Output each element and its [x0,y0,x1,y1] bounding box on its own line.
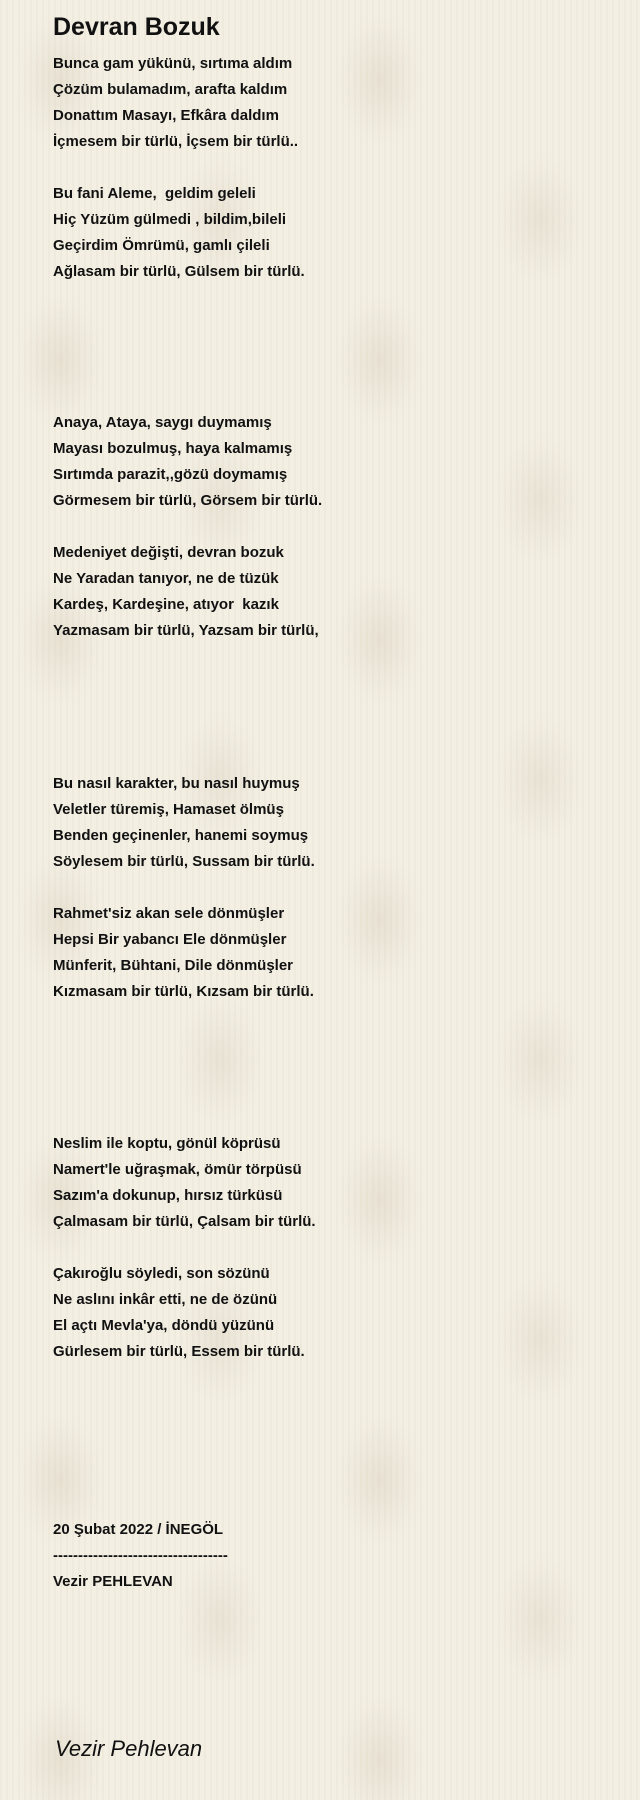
stanza [53,1261,305,1365]
poem-line: Görmesem bir türlü, Görsem bir türlü. [53,492,323,509]
poem-line: Bunca gam yükünü, sırtıma aldım [53,55,293,72]
poem-line: Bu fani Aleme, geldim geleli [53,185,256,202]
poem-title: Devran Bozuk [53,13,220,41]
poem-line: Söylesem bir türlü, Sussam bir türlü. [53,853,315,870]
poem-line: Benden geçinenler, hanemi soymuş [53,827,309,844]
poem-line: Ne Yaradan tanıyor, ne de tüzük [53,570,279,587]
poem-line: Hepsi Bir yabancı Ele dönmüşler [53,931,287,948]
stanza [53,1131,316,1235]
poem-line: Gürlesem bir türlü, Essem bir türlü. [53,1343,305,1360]
stanza [53,181,305,285]
poem-line: Sırtımda parazit,,gözü doymamış [53,466,288,483]
stanza [53,51,298,155]
poem-line: Namert'le uğraşmak, ömür törpüsü [53,1161,302,1178]
poem-line: Medeniyet değişti, devran bozuk [53,544,284,561]
poem-line: Bu nasıl karakter, bu nasıl huymuş [53,775,300,792]
stanza [53,901,314,1005]
poem-line: Neslim ile koptu, gönül köprüsü [53,1135,281,1152]
stanza [53,540,319,644]
poem-line: Ne aslını inkâr etti, ne de özünü [53,1291,278,1308]
poem-line: Anaya, Ataya, saygı duymamış [53,414,272,431]
poem-footer [53,1517,228,1595]
poem-line: İçmesem bir türlü, İçsem bir türlü.. [53,133,299,150]
poem-line: Kardeş, Kardeşine, atıyor kazık [53,596,279,613]
poem-line: Ağlasam bir türlü, Gülsem bir türlü. [53,263,305,280]
poem-line: Hiç Yüzüm gülmedi , bildim,bileli [53,211,287,228]
poem-line: Veletler türemiş, Hamaset ölmüş [53,801,284,818]
poem-line: Sazım'a dokunup, hırsız türküsü [53,1187,283,1204]
poem-line: Çakıroğlu söyledi, son sözünü [53,1265,270,1282]
stanza [53,410,322,514]
poem-line: Mayası bozulmuş, haya kalmamış [53,440,293,457]
poem-line: Kızmasam bir türlü, Kızsam bir türlü. [53,983,314,1000]
date-location: 20 Şubat 2022 / İNEGÖL [53,1521,224,1538]
separator-line: ----------------------------------- [53,1547,228,1564]
poem-line: El açtı Mevla'ya, döndü yüzünü [53,1317,275,1334]
poem-line: Çözüm bulamadım, arafta kaldım [53,81,288,98]
author-name: Vezir PEHLEVAN [53,1573,173,1590]
poem-line: Münferit, Bühtani, Dile dönmüşler [53,957,294,974]
poem-line: Donattım Masayı, Efkâra daldım [53,107,279,124]
author-signature: Vezir Pehlevan [55,1736,203,1761]
stanza [53,771,315,875]
poem-line: Rahmet'siz akan sele dönmüşler [53,905,285,922]
poem-line: Çalmasam bir türlü, Çalsam bir türlü. [53,1213,316,1230]
poem-line: Geçirdim Ömrümü, gamlı çileli [53,237,270,254]
poem-line: Yazmasam bir türlü, Yazsam bir türlü, [53,622,319,639]
